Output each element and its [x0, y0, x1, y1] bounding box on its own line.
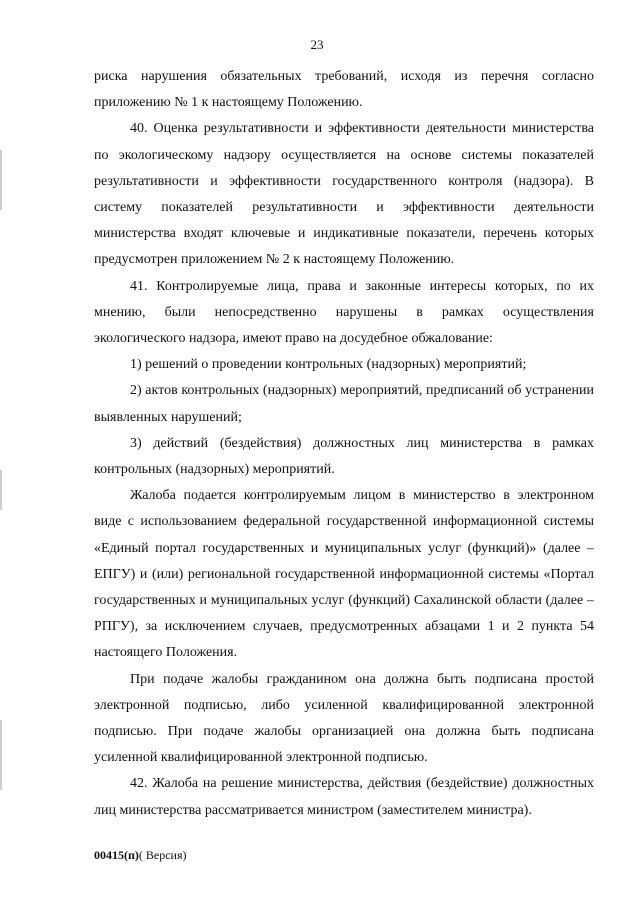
- scan-edge-mark: [0, 150, 2, 210]
- paragraph: риска нарушения обязательных требований, исходя из перечня согласно приложению № 1 к настоящему Положению.: [94, 69, 594, 111]
- document-body: [94, 64, 594, 824]
- scan-edge-mark: [0, 470, 2, 510]
- document-footer: [94, 848, 187, 863]
- scan-edge-mark: [0, 720, 2, 790]
- paragraph: 41. Контролируемые лица, права и законные интересы которых, по их мнению, были непосредственно нарушены в рамках осуществления экологического надзора, имеют право на досудебное обжалование:: [94, 278, 594, 347]
- list-item: 1) решений о проведении контрольных (надзорных) мероприятий;: [130, 357, 527, 373]
- paragraph: 40. Оценка результативности и эффективности деятельности министерства по экологическому надзору осуществляется на основе системы показателей результативности и эффективности государственного контроля (надзора). В систему показателей результативности и эффективности деятельности министерства входят ключевые и индикативные показатели, перечень которых предусмотрен приложением № 2 к настоящему Положению.: [94, 121, 594, 268]
- paragraph: 42. Жалоба на решение министерства, действия (бездействие) должностных лиц министерства рассматривается министром (заместителем министра).: [94, 776, 594, 818]
- document-version: ( Версия): [138, 848, 187, 862]
- list-item: 2) актов контрольных (надзорных) мероприятий, предписаний об устранении выявленных нарушений;: [94, 383, 594, 425]
- document-code: 00415(п): [94, 848, 139, 862]
- paragraph: Жалоба подается контролируемым лицом в министерство в электронном виде с использованием федеральной государственной информационной системы «Единый портал государственных и муниципальных услуг (функций)» (далее – ЕПГУ) и (или) региональной государственной информационной системы «Портал государственных и муниципальных услуг (функций) Сахалинской области (далее – РПГУ), за исключением случаев, предусмотренных абзацами 1 и 2 пункта 54 настоящего Положения.: [94, 488, 594, 661]
- list-item: 3) действий (бездействия) должностных лиц министерства в рамках контрольных (надзорных) мероприятий.: [94, 435, 594, 478]
- paragraph: При подаче жалобы гражданином она должна быть подписана простой электронной подписью, либо усиленной квалифицированной электронной подписью. При подаче жалобы организацией она должна быть подписана усиленной квалифицированной электронной подписью.: [94, 671, 594, 766]
- page-number: 23: [310, 37, 324, 52]
